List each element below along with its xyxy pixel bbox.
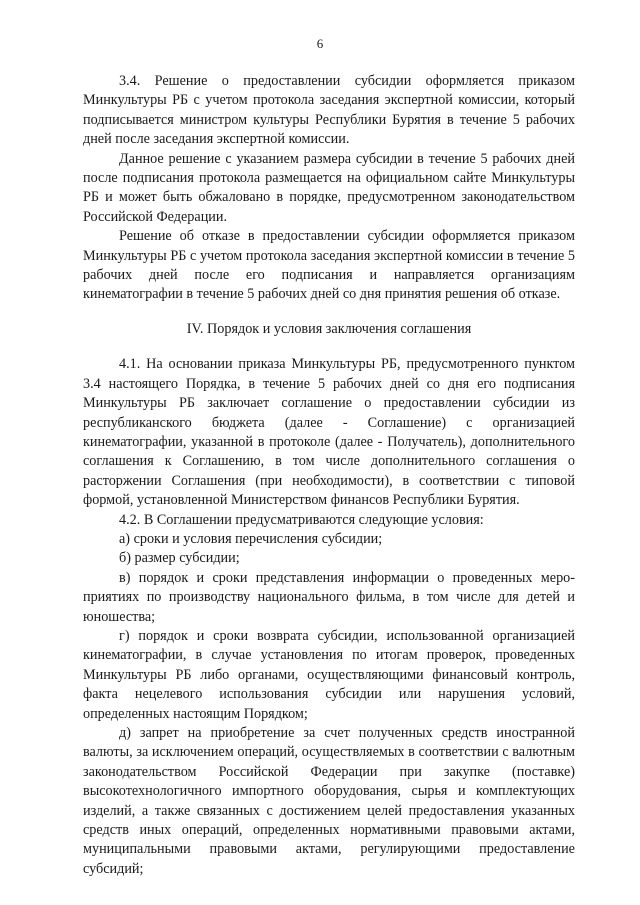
list-item-g: г) порядок и сроки возврата субсидии, использованной организацией кинематографии, в случае установления по итогам проверок, проведенных Минкультуры РБ либо органами, осуществляющими финансовый контроль, факта нецелевого использования субсидии или нарушения условий, определенных настоящим Порядком; [83, 627, 575, 722]
list-item-b: б) размер субсидии; [119, 550, 240, 567]
list-item-d: д) запрет на приобретение за счет полученных средств иностранной валюты, за исключением операций, осуществляемых в соответствии с валютным законодательством Российской Федерации при закупке (поставке) высокотехнологичного импортного оборудования, сырья и комплектующих изделий, а также связанных с достижением целей предоставления указанных средств иных операций, определенных нормативными правовыми актами, муниципальными правовыми актами, регулирующими предоставление субсидий; [83, 725, 575, 877]
page-number: 6 [316, 36, 324, 51]
paragraph-4-2: 4.2. В Соглашении предусматриваются следующие условия: [119, 511, 484, 528]
paragraph-4-1: 4.1. На основании приказа Минкультуры РБ, предусмотренного пунктом 3.4 настоящего Порядка, в течение 5 рабочих дней со дня его подписания Минкультуры РБ заключает соглашение о предоставлении субсидии из республиканского бюджета (далее - Соглашение) с организацией кинематографии, указанной в протоколе (далее - Получатель), дополнительного соглашения к Соглашению, в том числе дополнительного соглашения о расторжении Соглашения (при необходимости), в соответствии с типовой формой, установленной Министерством финансов Республики Бурятия. [83, 356, 575, 509]
paragraph-refusal-decision: Решение об отказе в предоставлении субсидии оформляется приказом Минкультуры РБ с учетом протокола заседания экспертной комиссии в течение 5 рабочих дней после его подписания и направляется организациям кинематографии в течение 5 рабочих дней со дня принятия решения об отказе. [83, 228, 575, 303]
document-body [83, 72, 575, 879]
paragraph-3-4: 3.4. Решение о предоставлении субсидии оформляется приказом Минкультуры РБ с учетом протокола заседания экспертной комиссии, который подписывается министром культуры Республики Бурятия в течение 5 рабочих дней после заседания экспертной комиссии. [83, 73, 575, 148]
list-item-a: а) сроки и условия перечисления субсидии; [119, 530, 383, 547]
paragraph-decision-publication: Данное решение с указанием размера субсидии в течение 5 рабочих дней после подписания протокола размещается на официальном сайте Минкультуры РБ и может быть обжаловано в порядке, предусмотренном законодательством Российской Федерации. [83, 150, 575, 225]
list-item-v: в) порядок и сроки представления информации о проведенных мероприятиях по производству национального фильма, в том числе для детей и юношества; [83, 569, 575, 625]
section-heading: IV. Порядок и условия заключения соглашения [186, 320, 472, 337]
